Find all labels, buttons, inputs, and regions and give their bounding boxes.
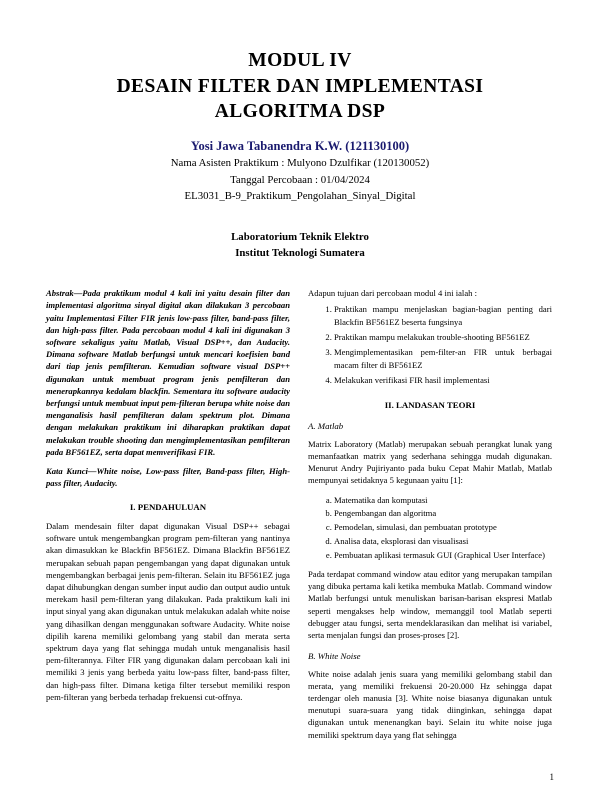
list-item: 4. Melakukan verifikasi FIR hasil implementasi xyxy=(334,374,552,387)
body-columns xyxy=(46,287,554,748)
list-item: a. Matematika dan komputasi xyxy=(334,494,552,507)
keywords-text: Kata Kunci—White noise, Low-pass filter, Band-pass filter, High-pass filter, Audacity. xyxy=(46,466,290,489)
title-block xyxy=(46,48,554,125)
page-number: 1 xyxy=(549,772,554,782)
affiliation-institute: Institut Teknologi Sumatera xyxy=(235,246,365,259)
author-block xyxy=(46,137,554,204)
list-item: 1. Praktikan mampu menjelaskan bagian-bagian penting dari Blackfin BF561EZ beserta fungsinya xyxy=(334,303,552,329)
experiment-date: Tanggal Percobaan : 01/04/2024 xyxy=(230,173,370,186)
matlab-paragraph-2: Pada terdapat command window atau editor yang merupakan tampilan yang dibuka pertama kali ketika membuka Matlab. Command window Matlab berfungsi untuk menuliskan barisan-barisan ekspresi Matlab seperti mengakses help window, memanggil tool Matlab seperti debugger atau fungsi, serta mendeklarasikan dan melihat isi variabel, serta menjalan fungsi dan proses-proses [2]. xyxy=(308,568,552,640)
page-title-line-1: MODUL IV xyxy=(248,50,352,71)
subsection-heading-white-noise: B. White Noise xyxy=(308,651,361,662)
objectives-intro: Adapun tujuan dari percobaan modul 4 ini ialah : xyxy=(308,288,477,299)
affiliation-lab: Laboratorium Teknik Elektro xyxy=(231,230,369,243)
white-noise-paragraph-1: White noise adalah jenis suara yang memiliki gelombang stabil dan merata, yang memiliki frekuensi 20-20.000 Hz sehingga dapat terdengar oleh manusia [3]. White noise biasanya digunakan untuk menutupi suara-suara yang tidak diinginkan, sehingga dapat digunakan untuk menenangkan bayi. Selain itu white noise juga memiliki spektrum daya yang flat sehingga xyxy=(308,668,552,740)
list-item: 2. Praktikan mampu melakukan trouble-shooting BF561EZ xyxy=(334,331,552,344)
list-item: b. Pengembangan dan algoritma xyxy=(334,507,552,520)
section-heading-pendahuluan: I. PENDAHULUAN xyxy=(129,502,207,513)
objectives-list xyxy=(308,303,552,386)
page-title-line-2: DESAIN FILTER DAN IMPLEMENTASI xyxy=(116,75,484,97)
list-item: e. Pembuatan aplikasi termasuk GUI (Graphical User Interface) xyxy=(334,549,552,562)
list-item: c. Pemodelan, simulasi, dan pembuatan prototype xyxy=(334,521,552,534)
assistant-name: Nama Asisten Praktikum : Mulyono Dzulfikar (120130052) xyxy=(170,157,430,170)
course-code: EL3031_B-9_Praktikum_Pengolahan_Sinyal_Digital xyxy=(184,189,416,202)
matlab-uses-list xyxy=(308,494,552,562)
column-right xyxy=(308,287,552,748)
affiliation-block xyxy=(46,230,554,261)
intro-paragraph-1: Dalam mendesain filter dapat digunakan Visual DSP++ sebagai software untuk mengembangkan program pem-filteran yang nantinya akan dimasukkan ke Blackfin BF561EZ. Dimana Blackfin BF561EZ merupakan sebuah papan pengembangan yang dapat digunakan untuk mengembangkan berbagai jenis pem-filteran. Selain itu BF561EZ juga dapat dihubungkan dengan sumber input audio dan output audio untuk merekam hasil pem-filteran yang dilakukan. Pada praktikum kali ini input sinyal yang akan digunakan untuk melakukan adalah white noise yang dihasilkan dengan menggunakan software Audacity. White noise dipilih karena memiliki gelombang yang stabil dan merata serta spektrum daya yang flat sehingga mudah untuk menganalisis hasil pem-filterannya. Filter FIR yang digunakan dalam percobaan kali ini memiliki 3 jenis yang berbeda yaitu low-pass filter, band-pass filter, dan high-pass filter. Dimana ketiga filter tersebut memiliki respon pem-filteran yang berbeda terhadap frekuensi cut-offnya. xyxy=(46,520,290,702)
matlab-paragraph-1: Matrix Laboratory (Matlab) merupakan sebuah perangkat lunak yang memanfaatkan matrix yang sederhana sehingga mudah digunakan. Menurut Andry Pujiriyanto pada buku Cepat Mahir Matlab, Matlab mempunyai setidaknya 5 kegunaan yaitu [1]: xyxy=(308,438,552,486)
author-name: Yosi Jawa Tabanendra K.W. (121130100) xyxy=(190,139,410,154)
section-heading-landasan-teori: II. LANDASAN TEORI xyxy=(384,399,476,410)
list-item: d. Analisa data, eksplorasi dan visualisasi xyxy=(334,535,552,548)
abstract-text: Abstrak—Pada praktikum modul 4 kali ini yaitu desain filter dan implementasi algoritma sinyal digital akan dilakukan 3 percobaan yaitu Implementasi Filter FIR jenis low-pass filter, band-pass filter, dan high-pass filter. Pada percobaan modul 4 kali ini digunakan 3 software sekaligus yaitu Matlab, Visual DSP++, dan Audacity. Dimana software Matlab berfungsi untuk mencari koefisien band dari tiap jenis pemfilteran. Kemudian software visual DSP++ digunakan untuk membuat program jenis pemfilteran dan menerapkannya kedalam blackfin. Sementara itu software audacity berfungsi untuk membuat input pem-filteran berupa white noise dan menganalisis hasil pemfilteran dalam spektrum plot. Dimana dengan melakukan praktikum ini diharapkan praktikan dapat melakukan trouble shooting dan mengimplementasikan pemfilteran pada BF561EZ, serta dapat memverifikasi FIR. xyxy=(46,288,290,457)
column-left xyxy=(46,287,290,748)
page-title-line-3: ALGORITMA DSP xyxy=(214,101,386,123)
list-item: 3. Mengimplementasikan pem-filter-an FIR untuk berbagai macam filter di BF561EZ xyxy=(334,346,552,372)
subsection-heading-matlab: A. Matlab xyxy=(308,421,344,432)
